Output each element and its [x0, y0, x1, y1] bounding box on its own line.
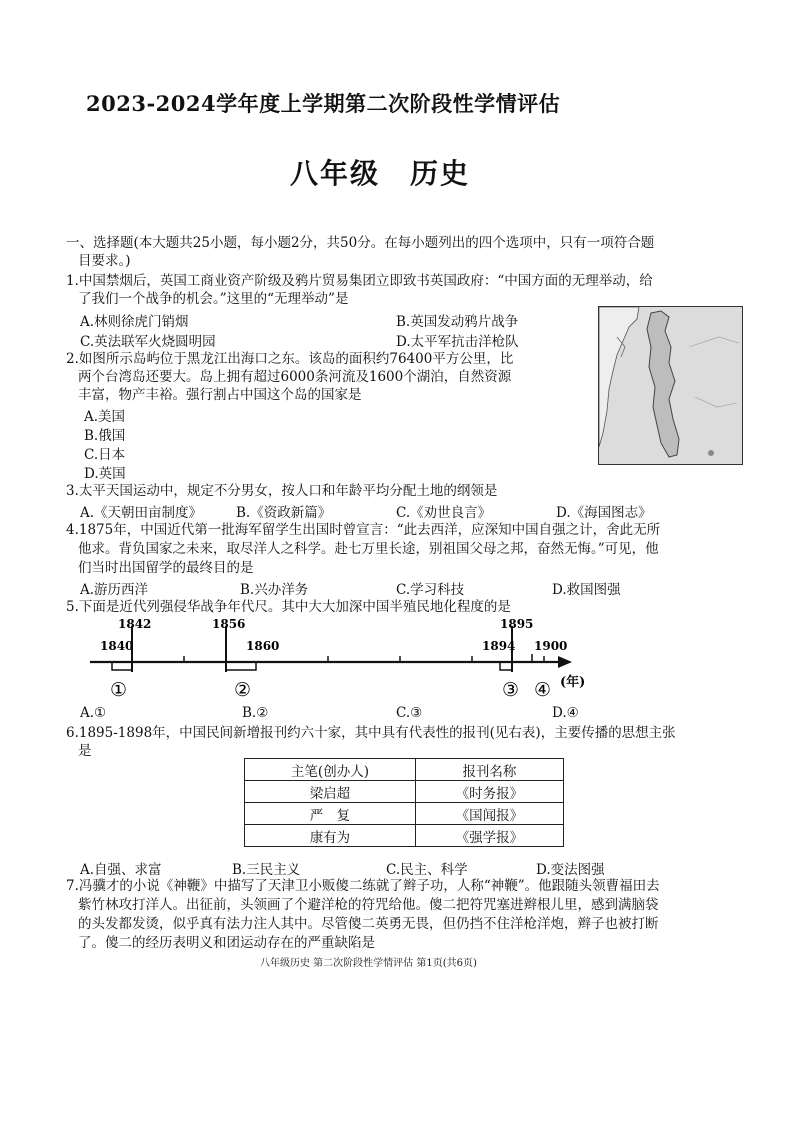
table-header-paper: 报刊名称 — [415, 759, 563, 781]
timeline-unit: (年) — [560, 675, 586, 690]
q2-option-d[interactable]: D.英国 — [84, 466, 126, 482]
year-1895: 1895 — [500, 617, 534, 631]
q7-stem-line1: 7.冯骥才的小说《神鞭》中描写了天津卫小贩傻二练就了辫子功，人称“神鞭”。他跟随头领曹福田去 — [66, 878, 660, 894]
island-map-drawing — [599, 307, 742, 464]
sakhalin-island-map — [598, 306, 743, 465]
section-instructions-line2: 目要求。) — [78, 253, 131, 269]
q6-option-a[interactable]: A.自强、求富 — [80, 862, 162, 878]
q2-stem-line3: 丰富，物产丰裕。强行割占中国这个岛的国家是 — [78, 387, 362, 403]
q2-option-c[interactable]: C.日本 — [84, 447, 126, 463]
q5-option-c[interactable]: C.③ — [396, 705, 423, 721]
marker-4: ④ — [534, 679, 552, 701]
q7-stem-line2: 紫竹林攻打洋人。出征前，头领画了个避洋枪的符咒给他。傻二把符咒塞进辫根儿里，感到满脑袋 — [78, 897, 659, 913]
q5-option-a[interactable]: A.① — [80, 705, 107, 721]
table-cell-editor: 康有为 — [245, 825, 416, 847]
war-timeline — [88, 614, 608, 704]
table-row — [245, 781, 564, 803]
q1-option-b[interactable]: B.英国发动鸦片战争 — [396, 314, 519, 330]
q4-option-d[interactable]: D.救国图强 — [552, 582, 621, 598]
q6-option-b[interactable]: B.三民主义 — [232, 862, 301, 878]
table-row — [245, 825, 564, 847]
q2-option-b[interactable]: B.俄国 — [84, 428, 126, 444]
q4-stem-line2: 他求。背负国家之未来，取尽洋人之科学。赴七万里长途，别祖国父母之邦，奋然无悔。”可见，他 — [78, 541, 659, 557]
exam-subtitle: 八年级 历史 — [290, 157, 471, 190]
q4-option-b[interactable]: B.兴办洋务 — [240, 582, 309, 598]
q4-option-c[interactable]: C.学习科技 — [396, 582, 465, 598]
year-1900: 1900 — [534, 639, 568, 653]
marker-2: ② — [234, 679, 252, 701]
q7-stem-line4: 了。傻二的经历表明义和团运动存在的严重缺陷是 — [78, 935, 375, 951]
section-instructions-line1: 一、选择题(本大题共25小题，每小题2分，共50分。在每小题列出的四个选项中，只有一项符合题 — [66, 235, 655, 251]
q3-option-c[interactable]: C.《劝世良言》 — [396, 505, 492, 521]
page-footer: 八年级历史 第二次阶段性学情评估 第1页(共6页) — [260, 958, 477, 969]
q6-stem-line1: 6.1895-1898年，中国民间新增报刊约六十家，其中具有代表性的报刊(见右表)，主要传播的思想主张 — [66, 725, 676, 741]
q1-stem-line1: 1.中国禁烟后，英国工商业资产阶级及鸦片贸易集团立即致书英国政府：“中国方面的无理举动，给 — [66, 273, 653, 289]
q2-stem-line2: 两个台湾岛还要大。岛上拥有超过6000条河流及1600个湖泊，自然资源 — [78, 369, 512, 385]
year-1842: 1842 — [118, 617, 152, 631]
bracket-1 — [112, 662, 132, 670]
q4-stem-line3: 们当时出国留学的最终目的是 — [78, 560, 254, 576]
table-cell-paper: 《国闻报》 — [415, 803, 563, 825]
q1-stem-line2: 了我们一个战争的机会。”这里的“无理举动”是 — [78, 291, 349, 307]
q3-option-a[interactable]: A.《天朝田亩制度》 — [80, 505, 203, 521]
bracket-3 — [500, 662, 512, 670]
q1-option-a[interactable]: A.林则徐虎门销烟 — [80, 314, 189, 330]
timeline-arrow — [558, 656, 572, 668]
table-header-editor: 主笔(创办人) — [245, 759, 416, 781]
table-cell-editor: 梁启超 — [245, 781, 416, 803]
newspaper-table — [244, 758, 564, 847]
table-row — [245, 803, 564, 825]
q4-option-a[interactable]: A.游历西洋 — [80, 582, 149, 598]
year-1840: 1840 — [100, 639, 134, 653]
year-1856: 1856 — [212, 617, 246, 631]
bracket-2 — [226, 662, 256, 670]
q5-stem: 5.下面是近代列强侵华战争年代尺。其中大大加深中国半殖民地化程度的是 — [66, 599, 511, 615]
q5-option-d[interactable]: D.④ — [552, 705, 579, 721]
q7-stem-line3: 的头发都发烫，似乎真有法力注人其中。尽管傻二英勇无畏，但仍挡不住洋枪洋炮，辫子也被打断 — [78, 916, 659, 932]
exam-title: 2023-2024学年度上学期第二次阶段性学情评估 — [86, 91, 561, 116]
q3-option-d[interactable]: D.《海国图志》 — [556, 505, 652, 521]
q3-option-b[interactable]: B.《资政新篇》 — [236, 505, 332, 521]
q4-stem-line1: 4.1875年，中国近代第一批海军留学生出国时曾宣言：“此去西洋，应深知中国自强之计，舍此无所 — [66, 522, 661, 538]
table-cell-paper: 《强学报》 — [415, 825, 563, 847]
q3-stem: 3.太平天国运动中，规定不分男女，按人口和年龄平均分配土地的纲领是 — [66, 483, 498, 499]
q6-stem-line2: 是 — [78, 743, 92, 759]
year-1860: 1860 — [246, 639, 280, 653]
table-cell-paper: 《时务报》 — [415, 781, 563, 803]
q1-option-d[interactable]: D.太平军抗击洋枪队 — [396, 334, 519, 350]
table-header-row — [245, 759, 564, 781]
q5-option-b[interactable]: B.② — [242, 705, 269, 721]
marker-3: ③ — [502, 679, 520, 701]
q2-option-a[interactable]: A.美国 — [84, 409, 126, 425]
year-1894: 1894 — [482, 639, 516, 653]
q6-option-d[interactable]: D.变法图强 — [536, 862, 605, 878]
q2-stem-line1: 2.如图所示岛屿位于黑龙江出海口之东。该岛的面积约76400平方公里，比 — [66, 351, 514, 367]
q6-option-c[interactable]: C.民主、科学 — [386, 862, 468, 878]
table-cell-editor: 严 复 — [245, 803, 416, 825]
q1-option-c[interactable]: C.英法联军火烧圆明园 — [80, 334, 216, 350]
marker-1: ① — [110, 679, 128, 701]
